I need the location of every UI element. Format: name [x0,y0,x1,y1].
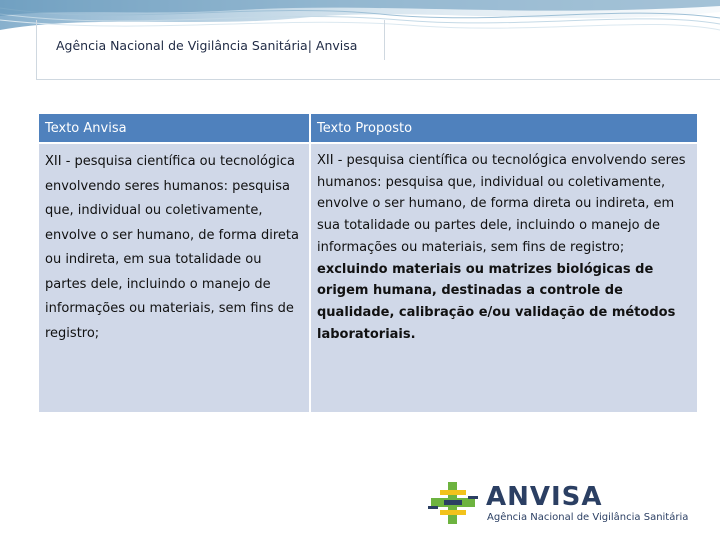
anvisa-cross-icon [428,480,480,526]
table-header-row [39,114,697,142]
logo-wordmark: ANVISA [486,482,603,512]
header-left-rule [36,20,37,80]
column-header-anvisa: Texto Anvisa [39,114,309,142]
table-row [39,144,697,412]
header-bottom-rule [36,79,720,80]
comparison-table [37,112,699,414]
anvisa-text-cell: XII - pesquisa científica ou tecnológica envolvendo seres humanos: pesquisa que, individual ou coletivamente, envolve o ser humano, de forma direta ou indireta, em sua totalidade ou partes dele, incluindo o manejo de informações ou materiais, sem fins de registro; [39,144,309,412]
anvisa-logo [428,480,698,530]
proposed-text-plain: XII - pesquisa científica ou tecnológica envolvendo seres humanos: pesquisa que, individual ou coletivamente, envolve o ser humano, de forma direta ou indireta, em sua totalidade ou partes dele, incluindo o manejo de informações ou materiais, sem fins de registro; [317,153,686,255]
proposed-text-bold: excluindo materiais ou matrizes biológicas de origem humana, destinadas a controle de qualidade, calibração e/ou validação de métodos laboratoriais. [317,261,676,342]
logo-subtitle: Agência Nacional de Vigilância Sanitária [487,512,689,523]
column-header-proposto: Texto Proposto [311,114,697,142]
header-divider [384,20,385,60]
header-title: Agência Nacional de Vigilância Sanitária| Anvisa [56,38,358,53]
header-banner [0,0,720,80]
proposed-text-cell [311,144,697,412]
